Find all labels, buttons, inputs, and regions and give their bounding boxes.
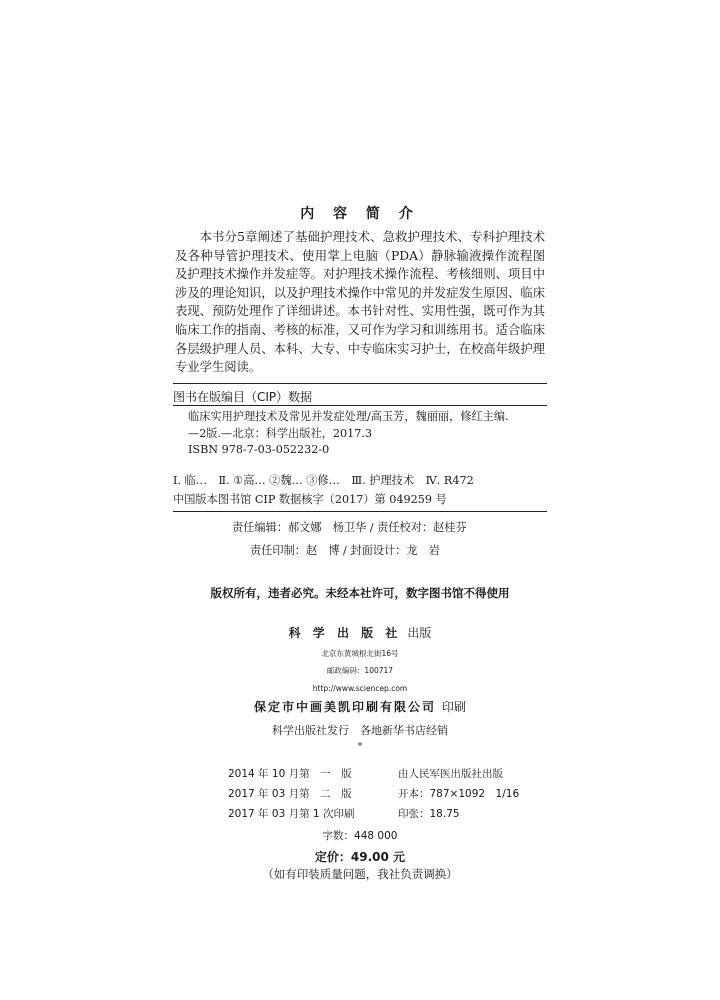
publisher-line	[0, 624, 720, 641]
cip-class-1: Ⅰ. 临…	[173, 474, 207, 487]
summary-title: 内 容 简 介	[300, 206, 420, 222]
sheet-count: 印张：18.75	[398, 808, 460, 820]
cip-title-line: 临床实用护理技术及常见并发症处理/高玉芳，魏丽丽，修红主编.	[188, 410, 509, 423]
first-edition-date: 2014 年 10 月第 一 版	[228, 768, 352, 780]
edition-row-3	[228, 806, 528, 821]
distribution-line: 科学出版社发行 各地新华书店经销	[272, 724, 448, 737]
publisher-url: http://www.sciencep.com	[312, 684, 408, 693]
cip-classification	[173, 472, 547, 488]
publisher-name: 科 学 出 版 社	[288, 626, 402, 640]
second-edition-date: 2017 年 03 月第 二 版	[228, 788, 352, 800]
edition-row-2	[228, 786, 528, 801]
printer-line	[0, 698, 720, 715]
publisher-role: 出版	[407, 626, 432, 640]
publisher-postcode: 邮政编码：100717	[326, 666, 394, 675]
price: 定价：49.00 元	[314, 850, 406, 864]
cip-record-number: 中国版本图书馆 CIP 数据核字（2017）第 049259 号	[173, 493, 447, 506]
cip-class-4: Ⅳ. R472	[425, 474, 474, 487]
publisher-address: 北京东黄城根北街16号	[321, 649, 399, 658]
printer-name: 保定市中画美凯印刷有限公司	[253, 700, 436, 714]
summary-body	[175, 228, 545, 377]
cip-class-2: Ⅱ. ①高… ②魏… ③修…	[218, 474, 340, 487]
cip-divider	[173, 405, 547, 406]
cip-class-3: Ⅲ. 护理技术	[351, 474, 415, 487]
credits-editors: 责任编辑：郝文娜 杨卫华 / 责任校对：赵桂芬	[232, 521, 467, 534]
quality-notice: （如有印装质量问题，我社负责调换）	[262, 867, 458, 881]
format-size: 开本：787×1092 1/16	[398, 788, 520, 800]
edition-row-1	[228, 766, 528, 781]
printer-role: 印刷	[442, 700, 467, 714]
copyright-notice: 版权所有，违者必究。未经本社许可，数字图书馆不得使用	[210, 586, 510, 600]
cip-edition-line: —2版.—北京：科学出版社，2017.3	[188, 426, 373, 440]
cip-bottom-rule	[173, 511, 547, 512]
original-publisher: 由人民军医出版社出版	[398, 768, 503, 780]
separator-star: *	[357, 742, 363, 752]
cip-heading: 图书在版编目（CIP）数据	[173, 390, 313, 404]
summary-paragraph: 本书分5章阐述了基础护理技术、急救护理技术、专科护理技术及各种导管护理技术、使用掌上电脑（PDA）静脉输液操作流程图及护理技术操作并发症等。对护理技术操作流程、考核细则、项目中涉及的理论知识，以及护理技术操作中常见的并发症发生原因、临床表现、预防处理作了详细讲述。本书针对性、实用性强，既可作为其临床工作的指南、考核的标准，又可作为学习和训练用书。适合临床各层级护理人员、本科、大专、中专临床实习护士，在校高年级护理专业学生阅读。	[175, 230, 545, 375]
cip-record	[188, 409, 548, 459]
credits-production: 责任印制：赵 博 / 封面设计：龙 岩	[250, 544, 440, 557]
printing-date: 2017 年 03 月第 1 次印刷	[228, 808, 355, 820]
cip-isbn: ISBN 978-7-03-052232-0	[188, 443, 330, 457]
word-count: 字数：448 000	[322, 830, 398, 842]
cip-top-rule	[173, 383, 547, 384]
